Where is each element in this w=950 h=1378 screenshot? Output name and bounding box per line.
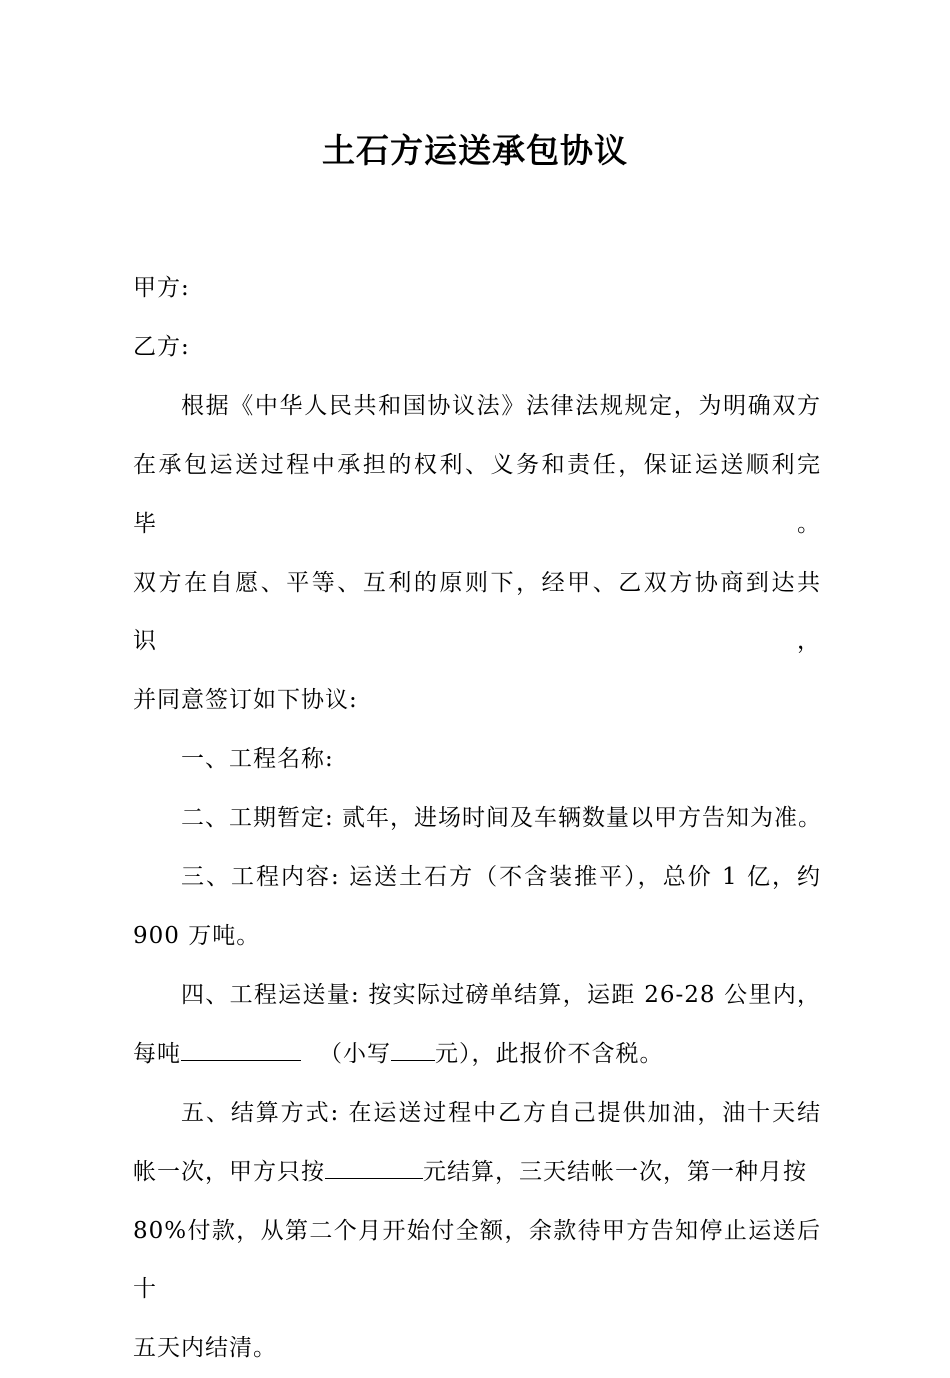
document-title: 土石方运送承包协议 xyxy=(322,131,628,170)
document-body xyxy=(133,259,821,1378)
clause-5-line-2 xyxy=(133,1143,821,1202)
preamble-line-2: 在承包运送过程中承担的权利、义务和责任，保证运送顺利完毕。 xyxy=(133,451,821,537)
preamble-line-4: 并同意签订如下协议: xyxy=(133,687,358,714)
preamble-line-3: 双方在自愿、平等、互利的原则下，经甲、乙双方协商到达共识， xyxy=(133,569,821,655)
clause-4-per-ton-label: 每吨 xyxy=(133,1040,181,1067)
clause-5-line-4: 五天内结清。 xyxy=(133,1335,277,1362)
clause-4-line-2 xyxy=(133,1025,821,1084)
clause-4-line-1: 四、工程运送量: 按实际过磅单结算，运距 26-28 公里内， xyxy=(181,981,821,1008)
price-blank xyxy=(181,1034,301,1061)
clause-5-line-1: 五、结算方式: 在运送过程中乙方自己提供加油，油十天结 xyxy=(181,1099,821,1126)
clause-5-line-2-tail: 元结算，三天结帐一次，第一种月按 xyxy=(423,1158,807,1185)
settlement-price-blank xyxy=(325,1152,423,1179)
clause-5-line-3: 80%付款，从第二个月开始付全额，余款待甲方告知停止运送后十 xyxy=(133,1217,821,1303)
clause-1: 一、工程名称: xyxy=(181,746,334,773)
clause-3-line-1: 三、工程内容: 运送土石方（不含装推平），总价 1 亿，约 xyxy=(181,864,821,891)
clause-5-line-2-head: 帐一次，甲方只按 xyxy=(133,1158,325,1185)
party-b-label: 乙方: xyxy=(133,333,190,360)
party-a-label: 甲方: xyxy=(133,275,190,301)
lowercase-price-blank xyxy=(391,1034,435,1061)
clause-4-tail: 元），此报价不含税。 xyxy=(435,1040,664,1067)
clause-4-lowercase-label: （小写 xyxy=(319,1040,391,1067)
clause-3-line-2: 900 万吨。 xyxy=(133,922,261,949)
preamble-line-1: 根据《中华人民共和国协议法》法律法规规定，为明确双方 xyxy=(181,392,821,419)
clause-2: 二、工期暂定: 贰年，进场时间及车辆数量以甲方告知为准。 xyxy=(181,805,823,832)
